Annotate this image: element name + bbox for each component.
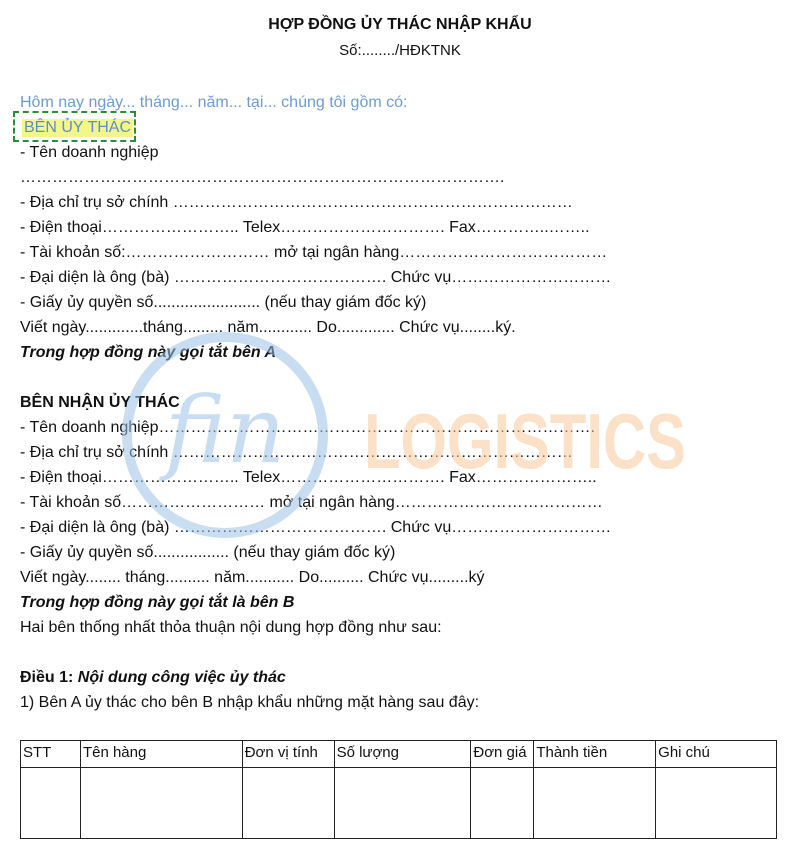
watermark-brand: LOGISTICS (364, 397, 686, 485)
party-b-heading: BÊN NHẬN ỦY THÁC (20, 394, 180, 411)
party-b-line: - Giấy ủy quyền số................. (nếu thay giám đốc ký) (20, 544, 396, 561)
table-cell[interactable] (334, 768, 471, 839)
table-header-note: Ghi chú (656, 741, 777, 768)
document-title: HỢP ĐỒNG ỦY THÁC NHẬP KHẨU (268, 16, 532, 33)
party-a-line: - Đại diện là ông (bà) …………………………………. Chức vụ………………………… (20, 269, 612, 286)
party-a-heading: BÊN ỦY THÁC (24, 119, 131, 136)
article-1-label: Điều 1: (20, 669, 78, 686)
party-a-line: - Tài khoản số:……………………… mở tại ngân hàng………………………………… (20, 244, 608, 261)
party-a-closing: Trong hợp đồng này gọi tắt bên A (20, 344, 277, 361)
party-b-line: - Tài khoản số……………………… mở tại ngân hàng………………………………… (20, 494, 603, 511)
party-b-line: - Tên doanh nghiệp………………………………………………………………………. (20, 419, 595, 436)
table-header-stt: STT (21, 741, 81, 768)
party-a-heading-selection[interactable] (13, 111, 136, 142)
party-a-line: - Giấy ủy quyền số........................ (nếu thay giám đốc ký) (20, 294, 427, 311)
agreement-line: Hai bên thống nhất thỏa thuận nội dung hợp đồng như sau: (20, 619, 442, 636)
party-a-line: Viết ngày.............tháng......... năm............ Do............. Chức vụ........ký. (20, 319, 516, 336)
table-cell[interactable] (21, 768, 81, 839)
party-b-line: - Điện thoại…………………….. Telex…………………………. Fax………………….. (20, 469, 597, 486)
table-header-price: Đơn giá (471, 741, 534, 768)
article-1-item: 1) Bên A ủy thác cho bên B nhập khẩu những mặt hàng sau đây: (20, 694, 480, 711)
party-b-line: Viết ngày........ tháng.......... năm........... Do.......... Chức vụ.........ký (20, 569, 485, 586)
article-1-heading (20, 668, 286, 688)
table-header-quantity: Số lượng (334, 741, 471, 768)
party-b-line: - Địa chỉ trụ sở chính ………………………………………………………………… (20, 444, 573, 461)
table-row (21, 768, 777, 839)
table-cell[interactable] (80, 768, 242, 839)
watermark-logo-text: fin (164, 377, 286, 484)
table-header-unit: Đơn vị tính (242, 741, 334, 768)
party-b-line: - Đại diện là ông (bà) …………………………………. Chức vụ………………………… (20, 519, 612, 536)
party-a-line: - Địa chỉ trụ sở chính ………………………………………………………………… (20, 194, 573, 211)
goods-table (20, 740, 777, 839)
party-a-line: - Điện thoại…………………….. Telex…………………………. Fax…………..…….. (20, 219, 590, 236)
party-a-line: - Tên doanh nghiệp (20, 144, 159, 161)
table-cell[interactable] (471, 768, 534, 839)
party-b-closing: Trong hợp đồng này gọi tắt là bên B (20, 594, 295, 611)
article-1-title: Nội dung công việc ủy thác (77, 669, 286, 686)
table-header-row (21, 741, 777, 768)
table-cell[interactable] (656, 768, 777, 839)
intro-line: Hôm nay ngày... tháng... năm... tại... chúng tôi gồm có: (20, 94, 408, 111)
table-header-amount: Thành tiền (534, 741, 656, 768)
table-cell[interactable] (242, 768, 334, 839)
document-number: Số:......../HĐKTNK (339, 42, 461, 59)
table-header-name: Tên hàng (80, 741, 242, 768)
table-cell[interactable] (534, 768, 656, 839)
party-a-line: ………………………………………………………………………………. (20, 169, 505, 186)
